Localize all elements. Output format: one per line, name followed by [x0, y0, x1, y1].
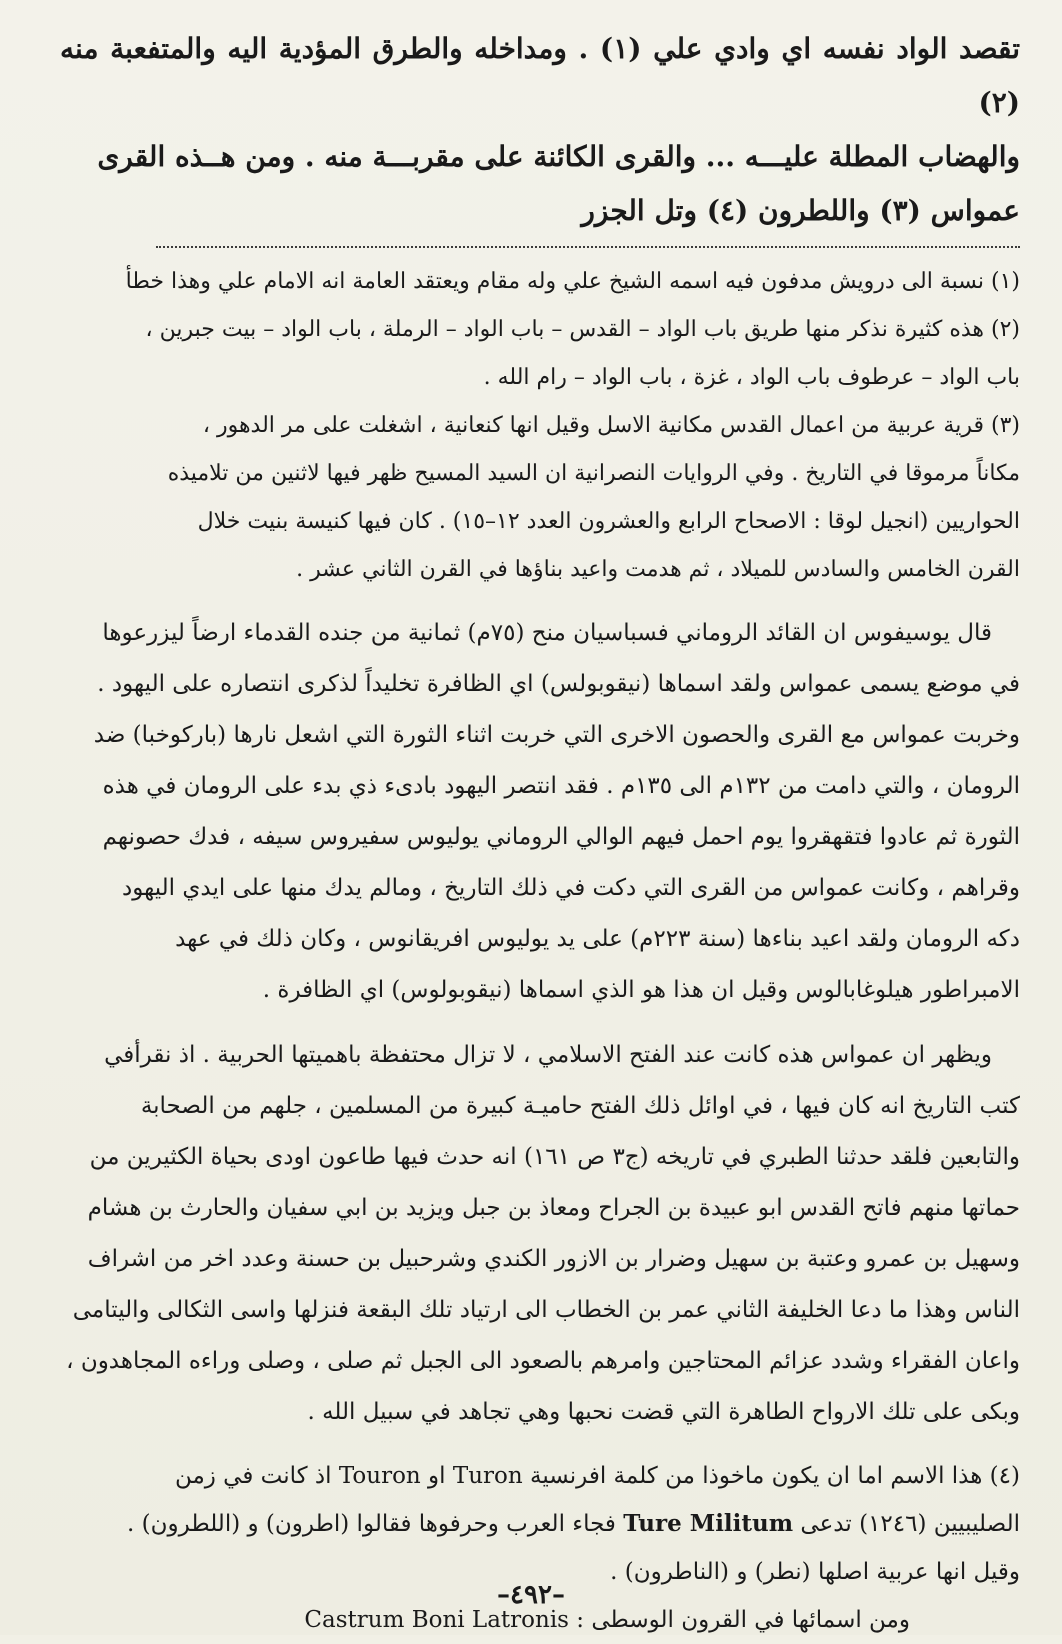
text-line: وخربت عمواس مع القرى والحصون الاخرى التي خربت اثناء الثورة التي اشعل نارها (باركوخبا) ضد [93, 722, 1020, 748]
footnote-line: مكاناً مرموقا في التاريخ . وفي الروايات النصرانية ان السيد المسيح ظهر فيها لاثنين من تلاميذه [167, 461, 1020, 486]
footnote-text: فجاء العرب وحرفوها فقالوا (اطرون) و (اللطرون) . [127, 1511, 616, 1537]
text-line: تقصد الواد نفسه اي وادي علي (١) . ومداخله والطرق المؤدية اليه والمتفعبة منه (٢) [60, 32, 1020, 119]
text-line: واعان الفقراء وشدد عزائم المحتاجين وامرهم بالصعود الى الجبل ثم صلى ، وصلى وراءه المجاهدون ، [66, 1348, 1020, 1374]
text-line: قال يوسيفوس ان القائد الروماني فسباسيان منح (٧٥م) ثمانية من جنده القدماء ارضاً ليزرعوها [102, 620, 992, 646]
footnote-text: ومن اسمائها في القرون الوسطى : [576, 1607, 910, 1633]
footnote-divider [156, 246, 1020, 248]
footnote-line: (٣) قرية عربية من اعمال القدس مكانية الاسل وقيل انها كنعانية ، اشغلت على مر الدهور ، [202, 413, 1020, 438]
footnote-line: وقيل انها عربية اصلها (نطر) و (الناطرون) . [610, 1559, 1020, 1585]
footnote-line: باب الواد – عرطوف باب الواد ، غزة ، باب الواد – رام الله . [483, 365, 1020, 390]
footnote-text: اذ كانت في زمن [174, 1463, 332, 1489]
text-line: الامبراطور هيلوغابالوس وقيل ان هذا هو الذي اسماها (نيقوبولوس) اي الظافرة . [262, 977, 1020, 1003]
footnote-text: او [428, 1463, 446, 1489]
text-line: الثورة ثم عادوا فتقهقروا يوم احمل فيهم الوالي الروماني يوليوس سفيروس سيفه ، فدك حصونهم [102, 824, 1020, 850]
main-text-top [60, 22, 1020, 238]
text-line: وقراهم ، وكانت عمواس من القرى التي دكت في ذلك التاريخ ، ومالم يدك منها على ايدي اليهود [122, 875, 1020, 901]
text-line: الرومان ، والتي دامت من ١٣٢م الى ١٣٥م . فقد انتصر اليهود بادىء ذي بدء على الرومان في هذه [102, 773, 1020, 799]
footnote-text: (٤) هذا الاسم اما ان يكون ماخوذا من كلمة افرنسية [529, 1463, 1020, 1489]
paragraph-islamic-conquest [60, 1030, 1020, 1438]
text-line: وبكى على تلك الارواح الطاهرة التي قضت نحبها وهي تجاهد في سبيل الله . [307, 1399, 1020, 1425]
text-line: في موضع يسمى عمواس ولقد اسماها (نيقوبولس) اي الظافرة تخليداً لذكرى انتصاره على اليهود . [97, 671, 1020, 697]
text-line: وسهيل بن عمرو وعتبة بن سهيل وضرار بن الازور الكندي وشرحبيل بن حسنة وعدد اخر من اشراف [87, 1246, 1020, 1272]
text-line: حماتها منهم فاتح القدس ابو عبيدة بن الجراح ومعاذ بن جبل ويزيد بن ابي سفيان والحارث بن هشام [87, 1195, 1020, 1221]
latin-term: Castrum Boni Latronis [304, 1607, 569, 1633]
footnote-line: (١) نسبة الى درويش مدفون فيه اسمه الشيخ علي وله مقام ويعتقد العامة انه الامام علي وهذا خطأ [125, 269, 1020, 294]
footnotes-top [60, 258, 1020, 594]
footnote-line: الحواريين (انجيل لوقا : الاصحاح الرابع والعشرون العدد ١٢–١٥) . كان فيها كنيسة بنيت خلال [197, 509, 1020, 534]
text-line: والتابعين فلقد حدثنا الطبري في تاريخه (ج٣ ص ١٦١) انه حدث فيها طاعون اودى بحياة الكثيرين من [89, 1144, 1020, 1170]
text-line: ويظهر ان عمواس هذه كانت عند الفتح الاسلامي ، لا تزال محتفظة باهميتها الحربية . اذ نقرأفي [104, 1042, 992, 1068]
footnote-line [60, 1452, 1020, 1500]
text-line: والهضاب المطلة عليـــه ... والقرى الكائنة على مقربـــة منه . ومن هــذه القرى [97, 140, 1020, 173]
text-line: كتب التاريخ انه كان فيها ، في اوائل ذلك الفتح حاميـة كبيرة من المسلمين ، جلهم من الصحابة [140, 1093, 1020, 1119]
paragraph-josephus [60, 608, 1020, 1016]
footnote-line: (٢) هذه كثيرة نذكر منها طريق باب الواد – القدس – باب الواد – الرملة ، باب الواد – بيت جبرين ، [145, 317, 1020, 342]
text-line: عمواس (٣) واللطرون (٤) وتل الجزر [581, 194, 1020, 227]
latin-term: Ture Militum [623, 1510, 794, 1537]
latin-term: Turon [452, 1463, 523, 1489]
footnote-line [60, 1500, 1020, 1548]
footnote-4 [60, 1452, 1020, 1644]
footnote-line: القرن الخامس والسادس للميلاد ، ثم هدمت واعيد بناؤها في القرن الثاني عشر . [296, 557, 1020, 582]
text-line: دكه الرومان ولقد اعيد بناءها (سنة ٢٢٣م) على يد يوليوس افريقانوس ، وكان ذلك في عهد [175, 926, 1020, 952]
footnote-text: الصليبيين (١٢٤٦) تدعى [800, 1511, 1020, 1537]
text-line: الناس وهذا ما دعا الخليفة الثاني عمر بن الخطاب الى ارتياد تلك البقعة فنزلها واسى الثكالى واليتامى [72, 1297, 1020, 1323]
latin-term: Touron [338, 1463, 421, 1489]
page-number: –٤٩٢– [497, 1580, 565, 1610]
